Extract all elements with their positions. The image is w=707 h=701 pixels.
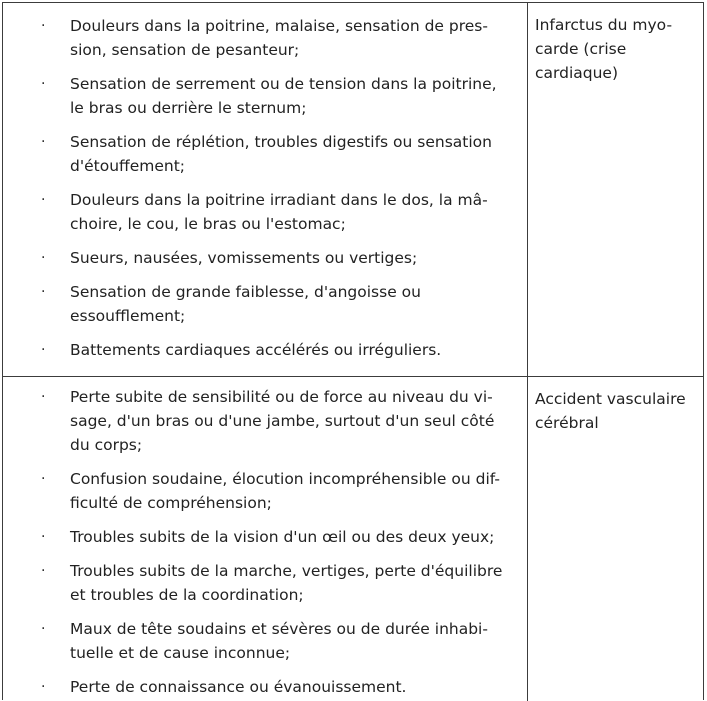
bullet: · <box>41 563 46 579</box>
symptom-text <box>70 14 515 62</box>
bullet: · <box>41 134 46 150</box>
symptom-line: essoufflement; <box>70 307 186 325</box>
bullet: · <box>41 342 46 358</box>
symptom-line: d'étouffement; <box>70 157 185 175</box>
symptom-text <box>70 246 515 270</box>
symptom-text <box>70 617 515 665</box>
symptom-line: et troubles de la coordination; <box>70 586 304 604</box>
condition-line: cérébral <box>535 414 599 432</box>
condition-line: Infarctus du myo- <box>535 16 673 34</box>
symptom-line: Battements cardiaques accélérés ou irréguliers. <box>70 341 442 359</box>
bullet: · <box>41 76 46 92</box>
bullet: · <box>41 284 46 300</box>
symptom-line: Douleurs dans la poitrine irradiant dans le dos, la mâ- <box>70 191 488 209</box>
symptom-text <box>70 467 515 515</box>
bullet: · <box>41 679 46 695</box>
bullet: · <box>41 389 46 405</box>
symptom-text <box>70 188 515 236</box>
bullet: · <box>41 529 46 545</box>
symptom-line: le bras ou derrière le sternum; <box>70 99 307 117</box>
symptoms-cell <box>3 3 528 376</box>
symptom-line: Douleurs dans la poitrine, malaise, sensation de pres- <box>70 17 488 35</box>
condition-cell <box>528 3 703 376</box>
table-row-heart-attack <box>3 3 703 377</box>
symptom-line: tuelle et de cause inconnue; <box>70 644 291 662</box>
symptoms-cell <box>3 377 528 701</box>
symptom-line: Confusion soudaine, élocution incompréhensible ou dif- <box>70 470 500 488</box>
bullet: · <box>41 621 46 637</box>
condition-line: cardiaque) <box>535 64 619 82</box>
symptom-line: sion, sensation de pesanteur; <box>70 41 300 59</box>
condition-line: Accident vasculaire <box>535 390 686 408</box>
symptom-line: Maux de tête soudains et sévères ou de durée inhabi- <box>70 620 488 638</box>
symptom-line: ficulté de compréhension; <box>70 494 272 512</box>
symptom-line: Perte de connaissance ou évanouissement. <box>70 678 407 696</box>
symptom-line: Sensation de grande faiblesse, d'angoisse ou <box>70 283 421 301</box>
symptom-text <box>70 130 515 178</box>
symptom-line: Sensation de serrement ou de tension dans la poitrine, <box>70 75 497 93</box>
bullet: · <box>41 250 46 266</box>
symptom-line: choire, le cou, le bras ou l'estomac; <box>70 215 346 233</box>
condition-line: carde (crise <box>535 40 627 58</box>
symptom-line: Sueurs, nausées, vomissements ou vertiges; <box>70 249 418 267</box>
symptom-text <box>70 675 515 699</box>
symptom-line: du corps; <box>70 436 143 454</box>
symptom-line: sage, d'un bras ou d'une jambe, surtout d'un seul côté <box>70 412 495 430</box>
condition-cell <box>528 377 703 701</box>
symptom-text <box>70 385 515 457</box>
bullet: · <box>41 471 46 487</box>
symptom-line: Troubles subits de la marche, vertiges, perte d'équilibre <box>70 562 503 580</box>
bullet: · <box>41 192 46 208</box>
symptom-line: Perte subite de sensibilité ou de force au niveau du vi- <box>70 388 493 406</box>
symptom-line: Troubles subits de la vision d'un œil ou des deux yeux; <box>70 528 495 546</box>
symptom-text <box>70 559 515 607</box>
symptom-line: Sensation de réplétion, troubles digestifs ou sensation <box>70 133 492 151</box>
symptom-text <box>70 525 515 549</box>
symptom-text <box>70 280 515 328</box>
symptom-text <box>70 338 515 362</box>
symptom-text <box>70 72 515 120</box>
bullet: · <box>41 18 46 34</box>
table-row-stroke <box>3 377 703 701</box>
symptoms-table <box>2 2 704 700</box>
